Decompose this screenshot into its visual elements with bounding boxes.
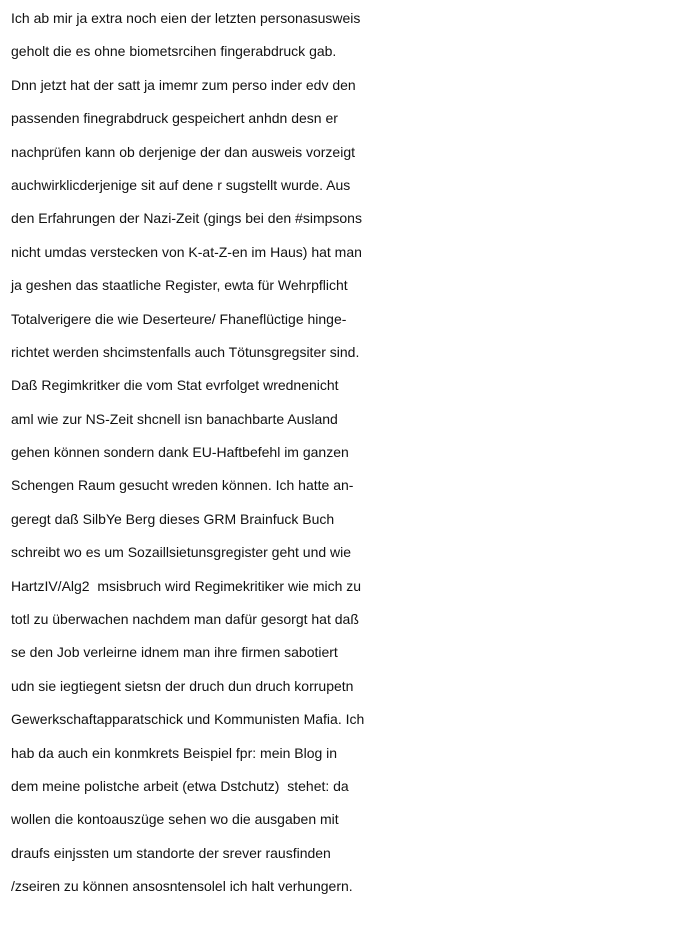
text-line: den Erfahrungen der Nazi-Zeit (gings bei den #simpsons	[11, 210, 362, 227]
text-line: gehen können sondern dank EU-Haftbefehl im ganzen	[11, 444, 349, 461]
text-line: draufs einjssten um standorte der srever rausfinden	[11, 844, 331, 861]
text-line: schreibt wo es um Sozaillsietunsgregister geht und wie	[11, 544, 352, 561]
text-line: Totalverigere die wie Deserteure/ Fhaneflüctige hinge-	[11, 310, 347, 327]
text-line: Schengen Raum gesucht wreden können. Ich hatte an-	[11, 477, 354, 494]
text-line: geholt die es ohne biometsrcihen fingerabdruck gab.	[11, 43, 337, 60]
text-line: ja geshen das staatliche Register, ewta für Wehrpflicht	[11, 277, 348, 294]
text-line: Gewerkschaftapparatschick und Kommunisten Mafia. Ich	[11, 711, 365, 728]
text-line: udn sie iegtiegent sietsn der druch dun druch korrupetn	[11, 677, 354, 694]
text-line: Dnn jetzt hat der satt ja imemr zum perso inder edv den	[11, 76, 356, 93]
text-line: nicht umdas verstecken von K-at-Z-en im Haus) hat man	[11, 243, 362, 260]
text-line: totl zu überwachen nachdem man dafür gesorgt hat daß	[11, 611, 359, 628]
text-line: HartzIV/Alg2 msisbruch wird Regimekritiker wie mich zu	[11, 577, 362, 594]
text-line: geregt daß SilbYe Berg dieses GRM Brainfuck Buch	[11, 510, 335, 527]
body-text	[11, 2, 679, 904]
text-line: nachprüfen kann ob derjenige der dan ausweis vorzeigt	[11, 143, 356, 160]
text-line: auchwirklicderjenige sit auf dene r sugstellt wurde. Aus	[11, 176, 351, 193]
text-line: /zseiren zu können ansosntensolel ich halt verhungern.	[11, 878, 353, 895]
text-line: se den Job verleirne idnem man ihre firmen sabotiert	[11, 644, 338, 661]
text-line: Daß Regimkritker die vom Stat evrfolget wrednenicht	[11, 377, 339, 394]
text-line: hab da auch ein konmkrets Beispiel fpr: mein Blog in	[11, 744, 338, 761]
text-line: dem meine polistche arbeit (etwa Dstchutz) stehet: da	[11, 777, 349, 794]
text-line: passenden finegrabdruck gespeichert anhdn desn er	[11, 110, 338, 127]
text-line: wollen die kontoauszüge sehen wo die ausgaben mit	[11, 811, 339, 828]
text-line: Ich ab mir ja extra noch eien der letzten personasusweis	[11, 10, 361, 26]
text-line: aml wie zur NS-Zeit shcnell isn banachbarte Ausland	[11, 410, 338, 427]
text-line: richtet werden shcimstenfalls auch Tötunsgregsiter sind.	[11, 343, 360, 360]
